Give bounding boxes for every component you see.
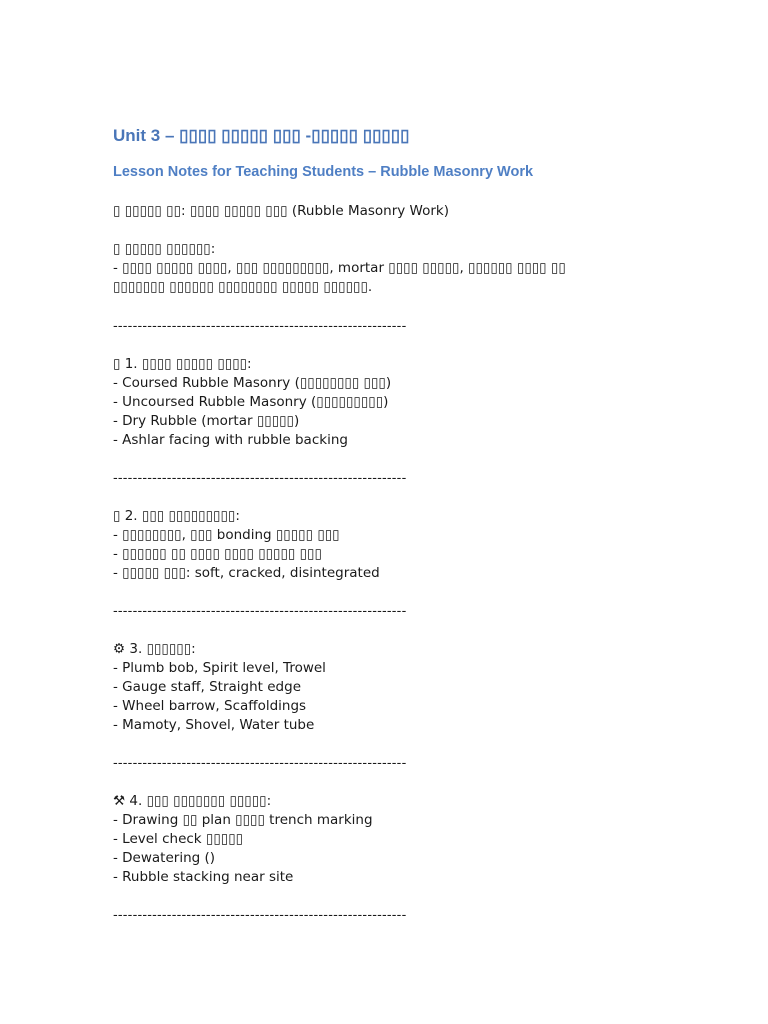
document-content (113, 124, 713, 923)
section4-item: - Rubble stacking near site (113, 869, 294, 885)
section2-item: - ▯▯▯▯▯ ▯▯▯: soft, cracked, disintegrated (113, 565, 380, 581)
section4-item: - Dewatering () (113, 850, 216, 866)
topic-line: ▯ ▯▯▯▯▯ ▯▯: ▯▯▯▯ ▯▯▯▯▯ ▯▯▯ (Rubble Masonry Work) (113, 203, 450, 219)
section3-item: - Wheel barrow, Scaffoldings (113, 698, 307, 714)
objective-heading: ▯ ▯▯▯▯▯ ▯▯▯▯▯▯: (113, 241, 216, 257)
section2-heading: ▯ 2. ▯▯▯ ▯▯▯▯▯▯▯▯▯: (113, 508, 240, 524)
section1-item: - Coursed Rubble Masonry (▯▯▯▯▯▯▯▯ ▯▯▯) (113, 375, 392, 391)
divider-2: ------------------------------------------------------------ (113, 471, 407, 486)
section4-item: - Drawing ▯▯ plan ▯▯▯▯ trench marking (113, 812, 373, 828)
section1-item: - Dry Rubble (mortar ▯▯▯▯▯) (113, 413, 300, 429)
page-subtitle: Lesson Notes for Teaching Students – Rubble Masonry Work (113, 164, 534, 180)
section2-item: - ▯▯▯▯▯▯▯▯, ▯▯▯ bonding ▯▯▯▯▯ ▯▯▯ (113, 527, 340, 543)
divider-3: ------------------------------------------------------------ (113, 604, 407, 619)
section1-heading: ▯ 1. ▯▯▯▯ ▯▯▯▯▯ ▯▯▯▯: (113, 356, 252, 372)
divider-1: ------------------------------------------------------------ (113, 319, 407, 334)
section2-item: - ▯▯▯▯▯▯ ▯▯ ▯▯▯▯ ▯▯▯▯ ▯▯▯▯▯ ▯▯▯ (113, 546, 322, 562)
section3-item: - Gauge staff, Straight edge (113, 679, 301, 695)
section3-heading: ⚙ 3. ▯▯▯▯▯▯: (113, 641, 196, 657)
section3-item: - Mamoty, Shovel, Water tube (113, 717, 315, 733)
divider-4: ------------------------------------------------------------ (113, 756, 407, 771)
section1-item: - Uncoursed Rubble Masonry (▯▯▯▯▯▯▯▯▯) (113, 394, 389, 410)
section4-item: - Level check ▯▯▯▯▯ (113, 831, 244, 847)
section3-item: - Plumb bob, Spirit level, Trowel (113, 660, 326, 676)
objective-line-2: ▯▯▯▯▯▯▯ ▯▯▯▯▯▯ ▯▯▯▯▯▯▯▯ ▯▯▯▯▯ ▯▯▯▯▯▯. (113, 279, 373, 295)
page-title: Unit 3 – ▯▯▯▯ ▯▯▯▯▯ ▯▯▯ -▯▯▯▯▯ ▯▯▯▯▯ (113, 126, 410, 145)
section4-heading: ⚒ 4. ▯▯▯ ▯▯▯▯▯▯▯ ▯▯▯▯▯: (113, 793, 272, 809)
section1-item: - Ashlar facing with rubble backing (113, 432, 348, 448)
objective-line-1: - ▯▯▯▯ ▯▯▯▯▯ ▯▯▯▯, ▯▯▯ ▯▯▯▯▯▯▯▯▯, mortar ▯▯▯▯ ▯▯▯▯▯, ▯▯▯▯▯▯ ▯▯▯▯ ▯▯ (113, 260, 566, 276)
divider-5: ------------------------------------------------------------ (113, 908, 407, 923)
